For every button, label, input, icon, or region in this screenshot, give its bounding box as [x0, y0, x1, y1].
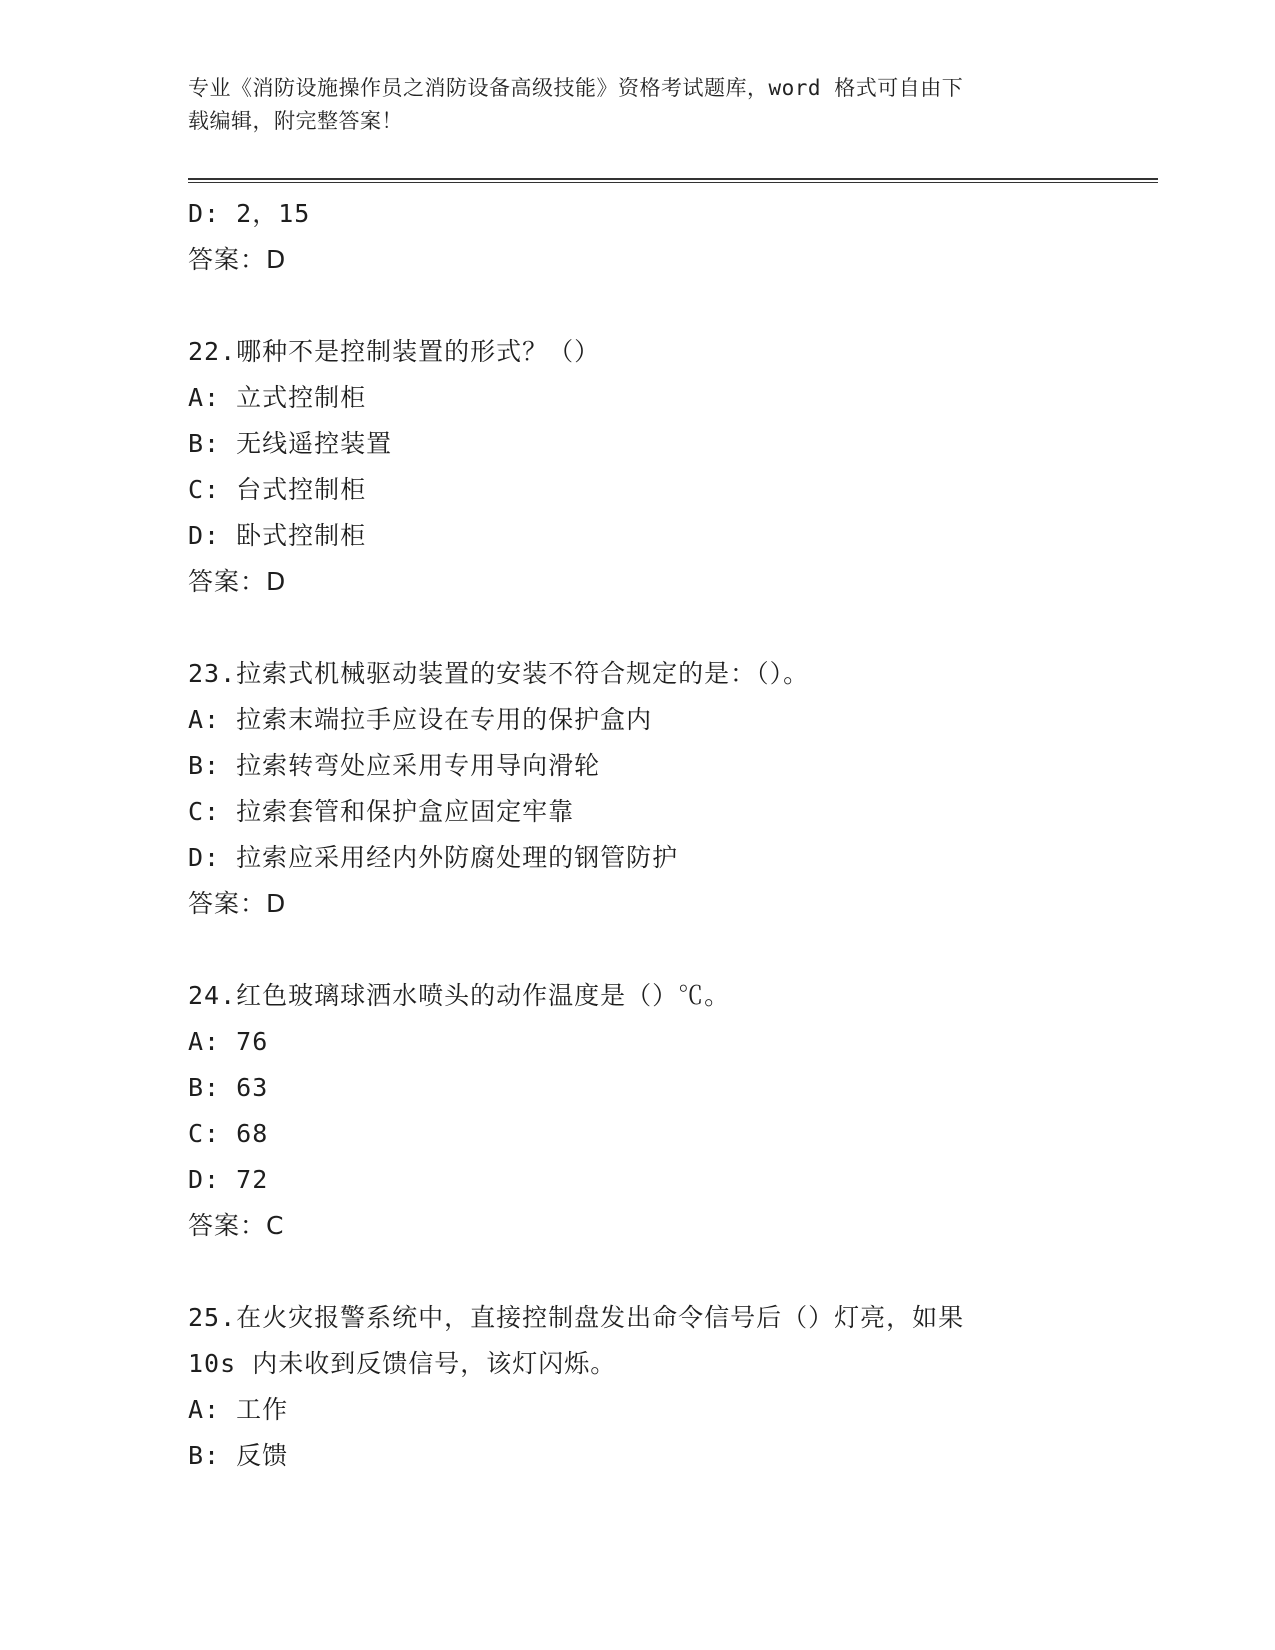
- header-line-2: 载编辑，附完整答案！: [188, 109, 403, 133]
- document-header: [188, 72, 1088, 138]
- spacer: [188, 1249, 1158, 1295]
- option-a: A: 76: [188, 1027, 269, 1056]
- question-stem-line-2: 10s 内未收到反馈信号，该灯闪烁。: [188, 1349, 617, 1378]
- prev-option-d: D: 2，15: [188, 199, 311, 228]
- option-a: A: 工作: [188, 1395, 289, 1424]
- question-stem: 23.拉索式机械驱动装置的安装不符合规定的是：（）。: [188, 659, 810, 688]
- answer: 答案：C: [188, 1211, 285, 1240]
- prev-answer: 答案：D: [188, 245, 287, 274]
- option-c: C: 台式控制柜: [188, 475, 367, 504]
- question-25: [188, 1295, 1158, 1479]
- option-c: C: 68: [188, 1119, 269, 1148]
- option-a: A: 拉索末端拉手应设在专用的保护盒内: [188, 705, 653, 734]
- spacer: [188, 283, 1158, 329]
- question-22: [188, 329, 1158, 605]
- question-stem: 24.红色玻璃球洒水喷头的动作温度是（）℃。: [188, 981, 731, 1010]
- question-stem: 22.哪种不是控制装置的形式？（）: [188, 337, 601, 366]
- spacer: [188, 927, 1158, 973]
- option-c: C: 拉索套管和保护盒应固定牢靠: [188, 797, 575, 826]
- option-b: B: 无线遥控装置: [188, 429, 393, 458]
- option-b: B: 拉索转弯处应采用专用导向滑轮: [188, 751, 601, 780]
- question-24: [188, 973, 1158, 1249]
- answer: 答案：D: [188, 567, 287, 596]
- question-23: [188, 651, 1158, 927]
- question-list: [188, 191, 1158, 1479]
- option-b: B: 63: [188, 1073, 269, 1102]
- option-d: D: 卧式控制柜: [188, 521, 367, 550]
- question-stem-line-1: 25.在火灾报警系统中，直接控制盘发出命令信号后（）灯亮，如果: [188, 1303, 965, 1332]
- header-divider: [188, 178, 1158, 183]
- spacer: [188, 605, 1158, 651]
- option-d: D: 拉索应采用经内外防腐处理的钢管防护: [188, 843, 679, 872]
- option-b: B: 反馈: [188, 1441, 289, 1470]
- header-line-1: 专业《消防设施操作员之消防设备高级技能》资格考试题库，word 格式可自由下: [188, 76, 964, 100]
- answer: 答案：D: [188, 889, 287, 918]
- option-a: A: 立式控制柜: [188, 383, 367, 412]
- option-d: D: 72: [188, 1165, 269, 1194]
